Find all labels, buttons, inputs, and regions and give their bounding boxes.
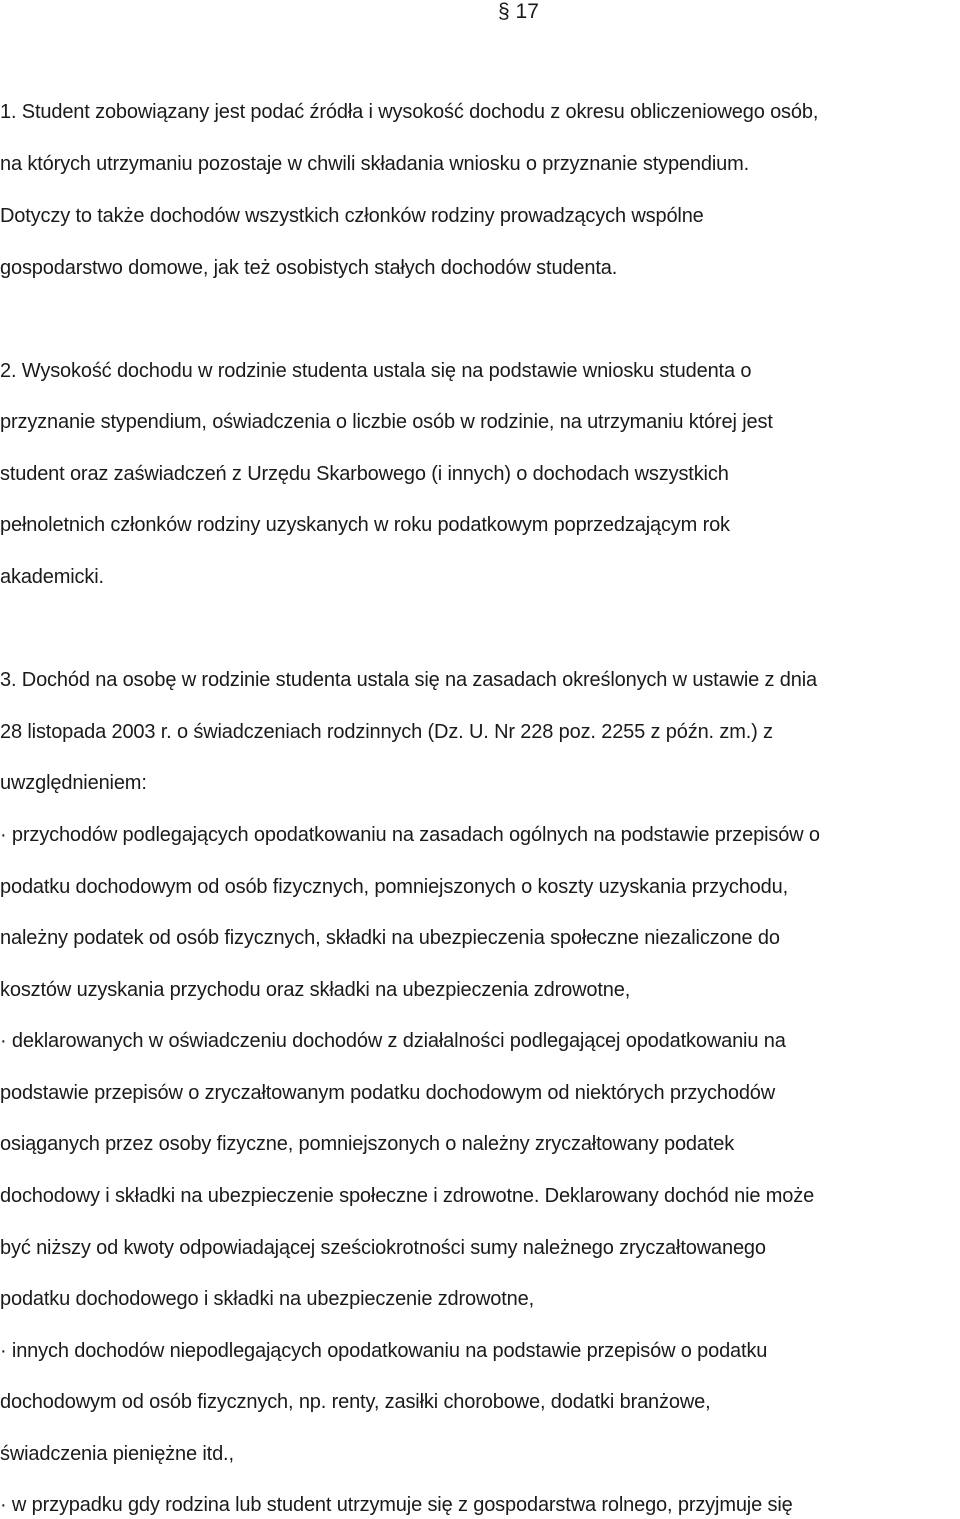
paragraph-3-line-12: być niższy od kwoty odpowiadającej sześciokrotności sumy należnego zryczałtowanego: [0, 1237, 766, 1259]
paragraph-1-line-4: gospodarstwo domowe, jak też osobistych stałych dochodów studenta.: [0, 257, 618, 279]
paragraph-1-line-1: 1. Student zobowiązany jest podać źródła i wysokość dochodu z okresu obliczeniowego osób,: [0, 101, 819, 123]
paragraph-2-line-4: pełnoletnich członków rodziny uzyskanych w roku podatkowym poprzedzającym rok: [0, 514, 730, 536]
paragraph-3-line-13: podatku dochodowego i składki na ubezpieczenie zdrowotne,: [0, 1288, 535, 1310]
paragraph-3-line-6: należny podatek od osób fizycznych, składki na ubezpieczenia społeczne niezaliczone do: [0, 927, 780, 949]
paragraph-3-line-7: kosztów uzyskania przychodu oraz składki na ubezpieczenia zdrowotne,: [0, 979, 631, 1001]
paragraph-2-line-1: 2. Wysokość dochodu w rodzinie studenta ustala się na podstawie wniosku studenta o: [0, 360, 752, 382]
paragraph-3-line-15: dochodowym od osób fizycznych, np. renty, zasiłki chorobowe, dodatki branżowe,: [0, 1391, 711, 1413]
paragraph-3-line-5: podatku dochodowym od osób fizycznych, pomniejszonych o koszty uzyskania przychodu,: [0, 876, 788, 898]
paragraph-1-line-2: na których utrzymaniu pozostaje w chwili składania wniosku o przyznanie stypendium.: [0, 153, 750, 175]
section-number: § 17: [498, 0, 539, 23]
paragraph-1-line-3: Dotyczy to także dochodów wszystkich członków rodziny prowadzących wspólne: [0, 205, 704, 227]
paragraph-3-line-4: · przychodów podlegających opodatkowaniu na zasadach ogólnych na podstawie przepisów o: [0, 824, 820, 846]
paragraph-3-line-9: podstawie przepisów o zryczałtowanym podatku dochodowym od niektórych przychodów: [0, 1082, 776, 1104]
paragraph-2-line-2: przyznanie stypendium, oświadczenia o liczbie osób w rodzinie, na utrzymaniu której jest: [0, 411, 773, 433]
paragraph-3-line-1: 3. Dochód na osobę w rodzinie studenta ustala się na zasadach określonych w ustawie z dnia: [0, 669, 817, 691]
paragraph-3-line-11: dochodowy i składki na ubezpieczenie społeczne i zdrowotne. Deklarowany dochód nie może: [0, 1185, 815, 1207]
paragraph-3-line-3: uwzględnieniem:: [0, 772, 147, 794]
paragraph-3-line-14: · innych dochodów niepodlegających opodatkowaniu na podstawie przepisów o podatku: [0, 1340, 768, 1362]
paragraph-3-line-17: · w przypadku gdy rodzina lub student utrzymuje się z gospodarstwa rolnego, przyjmuje się: [0, 1494, 793, 1516]
paragraph-3-line-16: świadczenia pieniężne itd.,: [0, 1443, 234, 1465]
paragraph-2-line-5: akademicki.: [0, 566, 104, 588]
paragraph-3-line-10: osiąganych przez osoby fizyczne, pomniejszonych o należny zryczałtowany podatek: [0, 1133, 735, 1155]
paragraph-2-line-3: student oraz zaświadczeń z Urzędu Skarbowego (i innych) o dochodach wszystkich: [0, 463, 729, 485]
paragraph-3-line-8: · deklarowanych w oświadczeniu dochodów z działalności podlegającej opodatkowaniu na: [0, 1030, 786, 1052]
paragraph-3-line-2: 28 listopada 2003 r. o świadczeniach rodzinnych (Dz. U. Nr 228 poz. 2255 z późn. zm.) z: [0, 721, 773, 743]
